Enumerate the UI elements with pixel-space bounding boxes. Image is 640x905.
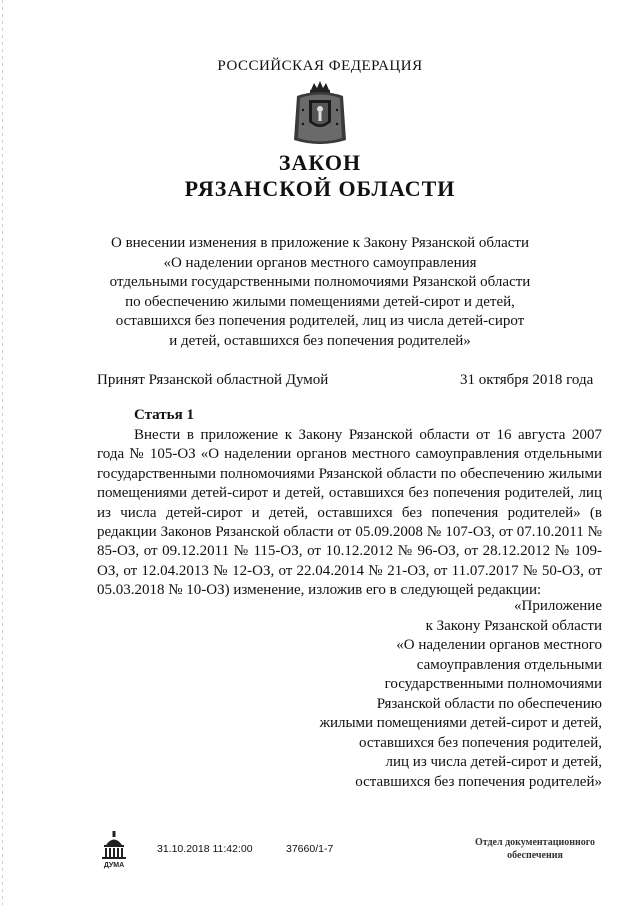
law-subject bbox=[0, 234, 640, 351]
law-title-line1: ЗАКОН bbox=[278, 150, 362, 175]
scan-edge-artifact bbox=[2, 0, 3, 905]
adopted-by: Принят Рязанской областной Думой bbox=[97, 372, 329, 388]
appendix-line: «Приложение bbox=[513, 598, 602, 614]
appendix-line: Рязанской области по обеспечению bbox=[376, 695, 602, 712]
footer-timestamp: 31.10.2018 11:42:00 bbox=[157, 843, 253, 855]
law-title bbox=[0, 150, 640, 202]
appendix-line: лиц из числа детей-сирот и детей, bbox=[385, 754, 602, 770]
subject-line: «О наделении органов местного самоуправления bbox=[163, 254, 477, 271]
adoption-date: 31 октября 2018 года bbox=[460, 372, 594, 388]
appendix-line: оставшихся без попечения родителей» bbox=[355, 773, 602, 790]
appendix-line: оставшихся без попечения родителей, bbox=[358, 734, 602, 751]
appendix-line: «О наделении органов местного bbox=[396, 637, 602, 653]
law-title-line2: РЯЗАНСКОЙ ОБЛАСТИ bbox=[184, 176, 456, 201]
subject-line: оставшихся без попечения родителей, лиц из числа детей-сирот bbox=[115, 313, 525, 329]
appendix-line: самоуправления отдельными bbox=[416, 656, 602, 673]
coat-of-arms-icon bbox=[291, 80, 349, 148]
appendix-heading bbox=[282, 597, 602, 792]
article-title: Статья 1 bbox=[134, 407, 194, 423]
stamp-line1: Отдел документационного bbox=[474, 837, 596, 848]
subject-line: отдельными государственными полномочиями Рязанской области bbox=[109, 274, 531, 290]
subject-line: по обеспечению жилыми помещениями детей-сирот и детей, bbox=[125, 293, 515, 310]
department-stamp bbox=[460, 836, 610, 862]
article-text-block bbox=[97, 426, 602, 601]
federation-heading: РОССИЙСКАЯ ФЕДЕРАЦИЯ bbox=[217, 58, 423, 74]
appendix-line: к Закону Рязанской области bbox=[425, 617, 602, 634]
footer-reg-number: 37660/1-7 bbox=[286, 843, 334, 855]
duma-logo-text: ДУМА bbox=[103, 862, 125, 869]
appendix-line: жилыми помещениями детей-сирот и детей, bbox=[319, 715, 602, 731]
appendix-line: государственными полномочиями bbox=[384, 676, 602, 692]
article-text: Внести в приложение к Закону Рязанской области от 16 августа 2007 года № 105-ОЗ «О наделении органов местного самоуправления отдельными государственными полномочиями Рязанской области по обеспечению жилыми помещениями детей-сирот и детей, оставшихся без попечения родителей, лиц из числа детей-сирот и детей, оставшихся без попечения родителей» (в редакции Законов Рязанской области от 05.09.2008 № 107-ОЗ, от 07.10.2011 № 85-ОЗ, от 09.12.2011 № 115-ОЗ, от 10.12.2012 № 96-ОЗ, от 28.12.2012 № 109-ОЗ, от 12.04.2013 № 12-ОЗ, от 22.04.2014 № 21-ОЗ, от 11.07.2017 № 50-ОЗ, от 05.03.2018 № 10-ОЗ) изменение, изложив его в следующей редакции: bbox=[97, 427, 602, 599]
stamp-line2: обеспечения bbox=[507, 850, 563, 861]
subject-line: и детей, оставшихся без попечения родителей» bbox=[169, 332, 471, 349]
subject-line: О внесении изменения в приложение к Закону Рязанской области bbox=[110, 235, 529, 251]
duma-building-icon bbox=[100, 831, 128, 869]
